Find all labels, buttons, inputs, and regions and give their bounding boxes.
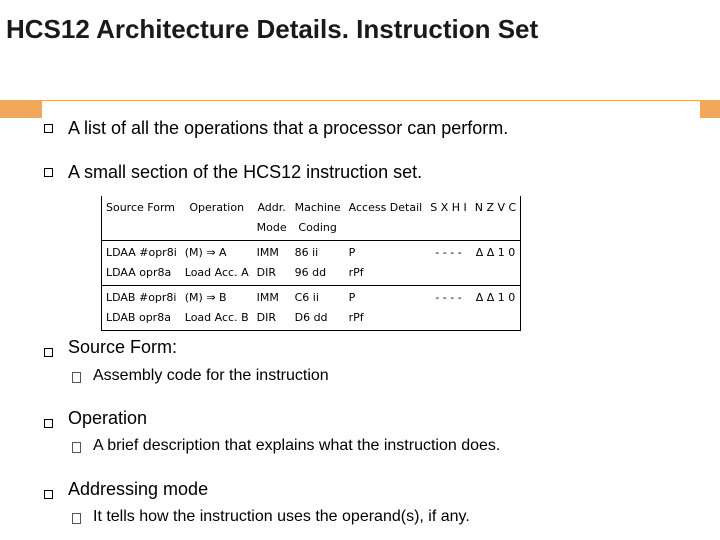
bullet-text: Source Form: <box>68 337 178 357</box>
cell-text: IMM <box>256 246 279 259</box>
cell-text: P <box>348 246 356 259</box>
cell-text: DIR <box>256 311 276 324</box>
table-cell <box>253 286 291 331</box>
table-header-cell <box>471 196 521 241</box>
cell-text: Δ Δ 1 0 <box>475 291 516 304</box>
sub-bullet-icon <box>72 372 81 383</box>
cell-text: IMM <box>256 291 279 304</box>
cell-text: Δ Δ 1 0 <box>475 246 516 259</box>
table-cell <box>253 241 291 286</box>
cell-text: 86 ii <box>294 246 319 259</box>
bullet-icon <box>44 168 53 177</box>
cell-text: DIR <box>256 266 276 279</box>
sub-bullet-icon <box>72 442 81 453</box>
table-header-cell <box>253 196 291 241</box>
bullet-text: A small section of the HCS12 instruction set. <box>68 162 423 182</box>
cell-text: Load Acc. B <box>184 311 249 324</box>
bullet-text: Operation <box>68 408 148 428</box>
header-text: Source Form <box>106 201 175 214</box>
table-cell <box>291 241 345 286</box>
bullet-text: A list of all the operations that a processor can perform. <box>68 118 509 138</box>
table-cell <box>426 241 471 286</box>
cell-text: 96 dd <box>294 266 327 279</box>
bullet-icon <box>44 419 53 428</box>
cell-text: LDAA #opr8i <box>106 246 177 259</box>
sub-bullet-text: It tells how the instruction uses the operand(s), if any. <box>93 508 470 525</box>
accent-divider <box>42 100 720 101</box>
header-text: Mode <box>256 221 287 234</box>
cell-text: LDAB #opr8i <box>106 291 177 304</box>
cell-text: rPf <box>348 311 364 324</box>
header-text: N Z V C <box>474 201 517 214</box>
cell-text: rPf <box>348 266 364 279</box>
table-cell <box>181 286 253 331</box>
header-text: Operation <box>189 201 245 214</box>
header-text: Addr. <box>257 201 286 214</box>
table-header-cell <box>426 196 471 241</box>
table-row <box>102 241 521 286</box>
table-header-cell <box>181 196 253 241</box>
cell-text: (M) ⇒ A <box>184 246 227 259</box>
table-row <box>102 286 521 331</box>
table-cell <box>102 241 181 286</box>
header-text: Machine <box>294 201 341 214</box>
cell-text: LDAA opr8a <box>106 266 172 279</box>
table-header-cell <box>102 196 181 241</box>
table-header-cell <box>291 196 345 241</box>
cell-text: (M) ⇒ B <box>184 291 227 304</box>
table-cell <box>291 286 345 331</box>
accent-bar-left <box>0 100 42 118</box>
cell-text: Load Acc. A <box>184 266 249 279</box>
cell-text: D6 dd <box>294 311 328 324</box>
table-cell <box>345 286 427 331</box>
accent-bar-right <box>700 100 720 118</box>
table-cell <box>426 286 471 331</box>
table-header-row <box>102 196 521 241</box>
cell-text: LDAB opr8a <box>106 311 171 324</box>
page-title: HCS12 Architecture Details. Instruction Set <box>6 14 539 44</box>
table-header-cell <box>345 196 427 241</box>
cell-text: - - - - <box>435 291 462 304</box>
header-text: S X H I <box>430 201 467 214</box>
sub-bullet-text: Assembly code for the instruction <box>93 367 329 384</box>
header-text: Coding <box>298 221 337 234</box>
sub-bullet-icon <box>72 513 81 524</box>
bullet-icon <box>44 490 53 499</box>
header-text: Access Detail <box>348 201 423 214</box>
bullet-icon <box>44 348 53 357</box>
table-cell <box>345 241 427 286</box>
table-cell <box>181 241 253 286</box>
bullet-icon <box>44 124 53 133</box>
instruction-set-table <box>101 196 521 331</box>
table-cell <box>471 241 521 286</box>
cell-text: P <box>348 291 356 304</box>
cell-text: - - - - <box>435 246 462 259</box>
table-cell <box>102 286 181 331</box>
bullet-text: Addressing mode <box>68 479 209 499</box>
cell-text: C6 ii <box>294 291 319 304</box>
table-cell <box>471 286 521 331</box>
sub-bullet-text: A brief description that explains what the instruction does. <box>93 437 501 454</box>
